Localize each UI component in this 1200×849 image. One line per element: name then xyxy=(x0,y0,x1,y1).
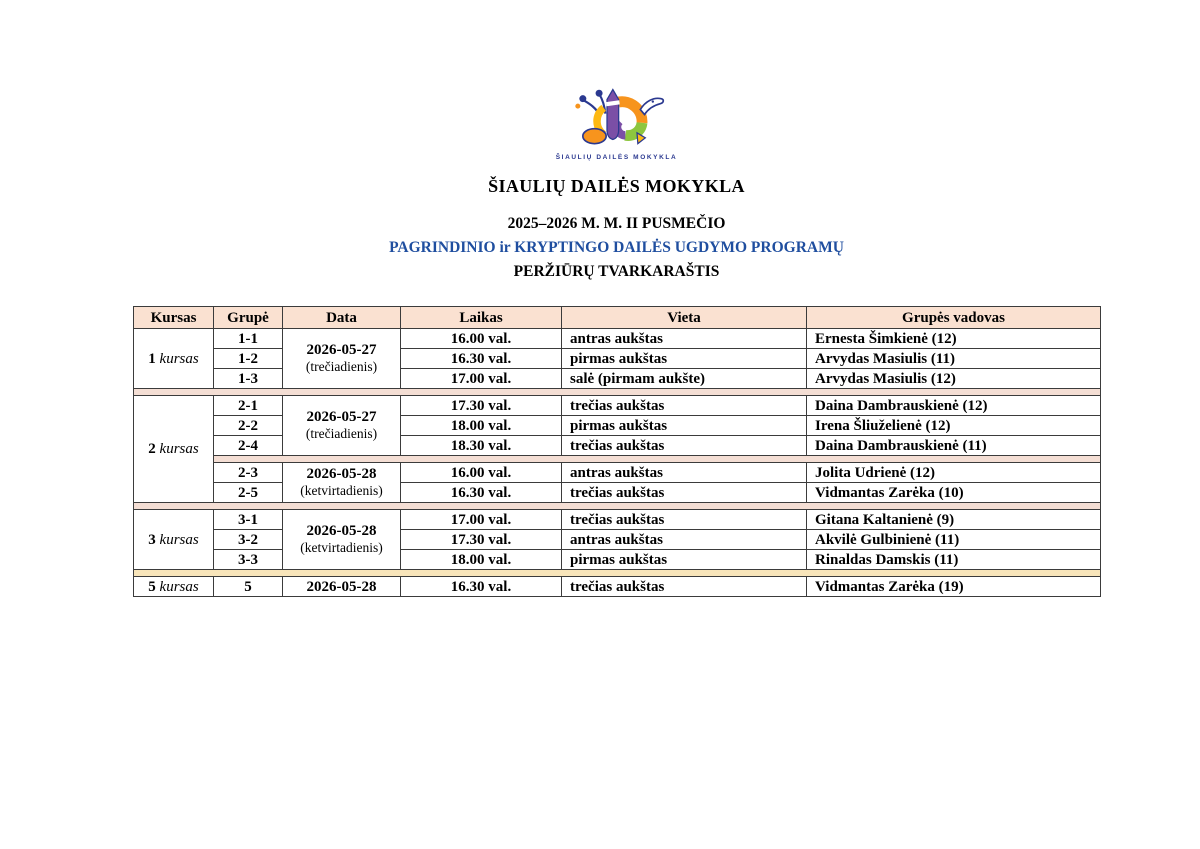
vieta-cell: pirmas aukštas xyxy=(562,550,807,570)
table-row xyxy=(134,349,1101,369)
kursas-cell xyxy=(134,510,214,570)
laikas-cell: 17.30 val. xyxy=(401,530,562,550)
kursas-cell xyxy=(134,577,214,597)
vadovas-cell: Vidmantas Zarėka (19) xyxy=(807,577,1101,597)
grupe-cell: 2-4 xyxy=(214,436,283,456)
vadovas-cell: Daina Dambrauskienė (11) xyxy=(807,436,1101,456)
subtitle-block xyxy=(133,212,1100,284)
col-header-kursas: Kursas xyxy=(134,307,214,329)
grupe-cell: 1-2 xyxy=(214,349,283,369)
grupe-cell: 2-2 xyxy=(214,416,283,436)
data-cell xyxy=(283,577,401,597)
data-cell xyxy=(283,329,401,389)
vieta-cell: trečias aukštas xyxy=(562,577,807,597)
vadovas-cell: Vidmantas Zarėka (10) xyxy=(807,483,1101,503)
grupe-cell: 2-1 xyxy=(214,396,283,416)
grupe-cell: 2-5 xyxy=(214,483,283,503)
data-cell xyxy=(283,510,401,570)
vieta-cell: trečias aukštas xyxy=(562,396,807,416)
grupe-cell: 3-1 xyxy=(214,510,283,530)
kursas-cell xyxy=(134,329,214,389)
col-header-laikas: Laikas xyxy=(401,307,562,329)
vadovas-cell: Daina Dambrauskienė (12) xyxy=(807,396,1101,416)
col-header-data: Data xyxy=(283,307,401,329)
vieta-cell: pirmas aukštas xyxy=(562,416,807,436)
vadovas-cell: Akvilė Gulbinienė (11) xyxy=(807,530,1101,550)
table-row xyxy=(134,483,1101,503)
vadovas-cell: Jolita Udrienė (12) xyxy=(807,463,1101,483)
section-separator-yellow xyxy=(134,570,1101,577)
vieta-cell: antras aukštas xyxy=(562,329,807,349)
logo-block xyxy=(133,86,1100,161)
laikas-cell: 17.00 val. xyxy=(401,369,562,389)
section-separator xyxy=(134,503,1101,510)
grupe-cell: 2-3 xyxy=(214,463,283,483)
laikas-cell: 16.00 val. xyxy=(401,329,562,349)
vadovas-cell: Ernesta Šimkienė (12) xyxy=(807,329,1101,349)
kursas-word: kursas xyxy=(159,441,199,457)
table-row xyxy=(134,416,1101,436)
vieta-cell: salė (pirmam aukšte) xyxy=(562,369,807,389)
kursas-word: kursas xyxy=(159,531,199,548)
kursas-word: kursas xyxy=(159,350,199,367)
data-cell xyxy=(283,396,401,456)
vadovas-cell: Gitana Kaltanienė (9) xyxy=(807,510,1101,530)
table-row xyxy=(134,463,1101,483)
grupe-cell: 1-3 xyxy=(214,369,283,389)
kursas-word: kursas xyxy=(159,578,199,595)
kursas-number: 3 xyxy=(148,531,156,548)
grupe-cell: 5 xyxy=(214,577,283,597)
vieta-cell: trečias aukštas xyxy=(562,436,807,456)
kursas-number: 2 xyxy=(148,441,156,457)
data-cell xyxy=(283,463,401,503)
weekday-value: (ketvirtadienis) xyxy=(300,483,383,499)
vadovas-cell: Rinaldas Damskis (11) xyxy=(807,550,1101,570)
vieta-cell: antras aukštas xyxy=(562,530,807,550)
date-value: 2026-05-27 xyxy=(306,409,377,426)
date-value: 2026-05-28 xyxy=(306,466,377,483)
vadovas-cell: Arvydas Masiulis (12) xyxy=(807,369,1101,389)
kursas-number: 1 xyxy=(148,350,156,367)
kursas-number: 5 xyxy=(148,578,156,595)
table-row xyxy=(134,550,1101,570)
table-row xyxy=(134,530,1101,550)
laikas-cell: 16.30 val. xyxy=(401,483,562,503)
vadovas-cell: Irena Šliuželienė (12) xyxy=(807,416,1101,436)
table-row xyxy=(134,577,1101,597)
subtitle-program: PAGRINDINIO ir KRYPTINGO DAILĖS UGDYMO PROGRAMŲ xyxy=(389,239,844,256)
date-value: 2026-05-28 xyxy=(306,523,377,540)
grupe-cell: 1-1 xyxy=(214,329,283,349)
col-header-vadovas: Grupės vadovas xyxy=(807,307,1101,329)
laikas-cell: 16.30 val. xyxy=(401,577,562,597)
laikas-cell: 17.30 val. xyxy=(401,396,562,416)
table-row xyxy=(134,396,1101,416)
laikas-cell: 16.00 val. xyxy=(401,463,562,483)
col-header-vieta: Vieta xyxy=(562,307,807,329)
inner-separator xyxy=(134,456,1101,463)
laikas-cell: 17.00 val. xyxy=(401,510,562,530)
laikas-cell: 18.30 val. xyxy=(401,436,562,456)
weekday-value: (trečiadienis) xyxy=(305,359,378,375)
schedule-table xyxy=(133,306,1101,597)
kursas-cell xyxy=(134,396,214,503)
grupe-cell: 3-2 xyxy=(214,530,283,550)
school-logo-icon xyxy=(567,86,667,148)
table-row xyxy=(134,329,1101,349)
header-row xyxy=(134,307,1101,329)
table-row xyxy=(134,510,1101,530)
date-value: 2026-05-28 xyxy=(306,578,377,595)
date-value: 2026-05-27 xyxy=(306,342,377,359)
laikas-cell: 18.00 val. xyxy=(401,550,562,570)
subtitle-year: 2025–2026 M. M. II PUSMEČIO xyxy=(507,215,726,232)
section-separator xyxy=(134,389,1101,396)
grupe-cell: 3-3 xyxy=(214,550,283,570)
vadovas-cell: Arvydas Masiulis (11) xyxy=(807,349,1101,369)
document-content xyxy=(133,0,1100,597)
weekday-value: (ketvirtadienis) xyxy=(300,540,383,556)
table-row xyxy=(134,369,1101,389)
subtitle-schedule: PERŽIŪRŲ TVARKARAŠTIS xyxy=(513,263,720,280)
vieta-cell: trečias aukštas xyxy=(562,510,807,530)
vieta-cell: pirmas aukštas xyxy=(562,349,807,369)
col-header-grupe: Grupė xyxy=(214,307,283,329)
table-row xyxy=(134,436,1101,456)
page-title: ŠIAULIŲ DAILĖS MOKYKLA xyxy=(488,176,745,196)
vieta-cell: antras aukštas xyxy=(562,463,807,483)
logo-caption: ŠIAULIŲ DAILĖS MOKYKLA xyxy=(555,154,678,161)
weekday-value: (trečiadienis) xyxy=(305,426,378,442)
laikas-cell: 16.30 val. xyxy=(401,349,562,369)
laikas-cell: 18.00 val. xyxy=(401,416,562,436)
vieta-cell: trečias aukštas xyxy=(562,483,807,503)
